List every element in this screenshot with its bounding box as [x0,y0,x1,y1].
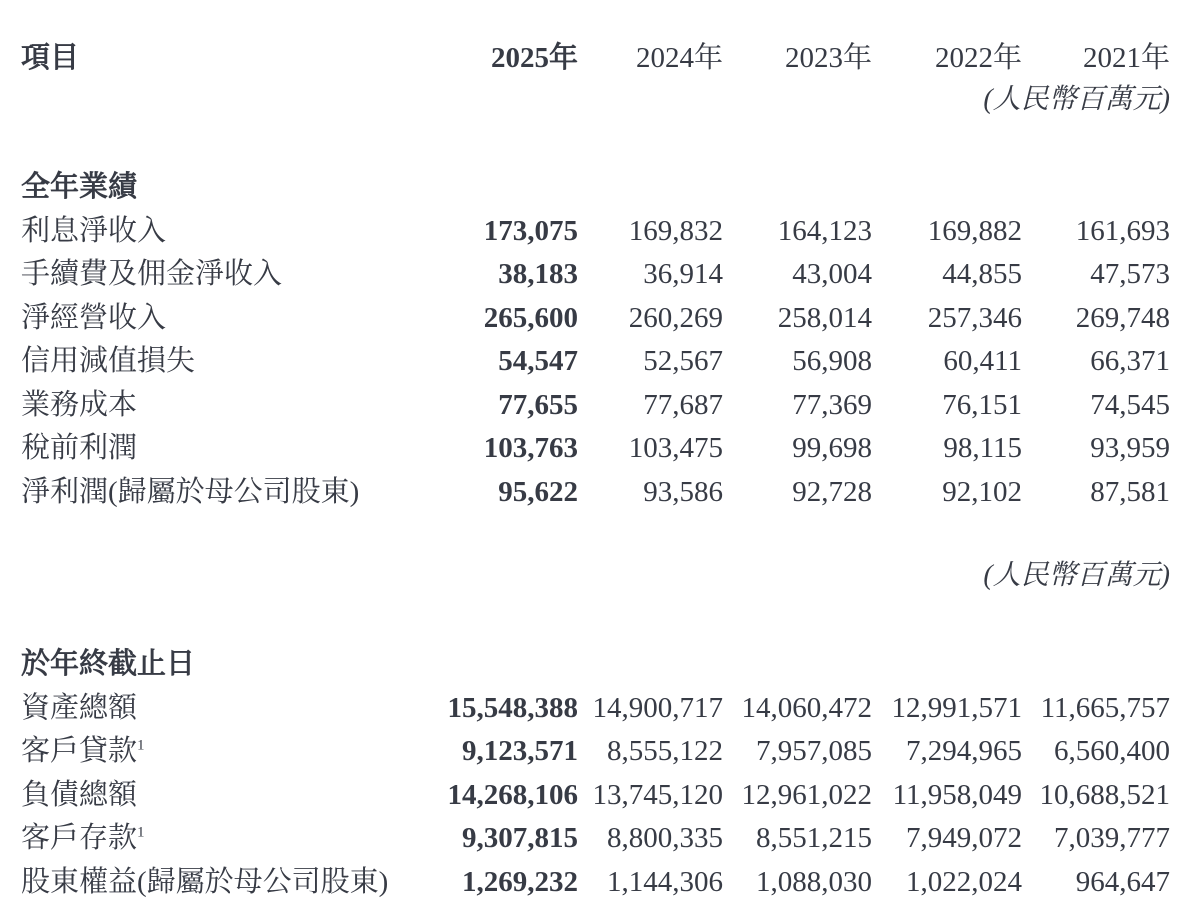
value-cell-year-2023: 14,060,472 [741,691,872,724]
value-cell-year-2022: 1,022,024 [906,865,1022,898]
value-cell-year-2025: 77,655 [498,388,578,421]
column-header-year-2022: 2022年 [934,42,1022,74]
value-cell-year-2024: 36,914 [643,258,723,290]
value-cell-year-2025: 38,183 [498,258,578,290]
table-row [21,297,1170,341]
table-header-row [21,36,1170,80]
value-cell-year-2025: 265,600 [483,301,578,334]
section-year-end [21,643,1170,904]
value-cell-year-2022: 92,102 [942,475,1022,508]
value-cell-year-2023: 7,957,085 [756,735,872,767]
table-row [21,384,1170,428]
row-label: 資產總額 [21,691,138,724]
value-cell-year-2024: 1,144,306 [607,865,723,898]
value-cell-year-2022: 7,294,965 [906,735,1022,767]
table-row [21,817,1170,861]
value-cell-year-2021: 87,581 [1090,475,1170,508]
value-cell-year-2022: 7,949,072 [906,822,1022,854]
row-label: 淨經營收入 [21,301,167,334]
value-cell-year-2022: 98,115 [943,432,1022,464]
row-label: 淨利潤(歸屬於母公司股東) [21,475,360,508]
value-cell-year-2023: 8,551,215 [756,822,872,854]
value-cell-year-2021: 66,371 [1090,345,1170,377]
column-header-year-2023: 2023年 [784,42,872,74]
value-cell-year-2021: 269,748 [1075,301,1170,334]
value-cell-year-2024: 169,832 [628,214,723,247]
row-label: 客戶存款$^1$ [21,822,145,854]
row-label: 信用減值損失 [21,345,196,377]
value-cell-year-2023: 77,369 [792,388,872,421]
value-cell-year-2021: 47,573 [1090,258,1170,290]
row-label: 手續費及佣金淨收入 [21,258,283,290]
value-cell-year-2021: 11,665,757 [1040,691,1170,724]
value-cell-year-2021: 93,959 [1090,432,1170,464]
section-title-annual-results: 全年業績 [21,171,138,203]
value-cell-year-2024: 14,900,717 [592,691,723,724]
table-row [21,427,1170,471]
table-row [21,471,1170,515]
value-cell-year-2025: 54,547 [498,345,578,377]
value-cell-year-2025: 15,548,388 [447,691,578,724]
value-cell-year-2025: 14,268,106 [447,778,578,811]
row-label: 利息淨收入 [21,214,167,247]
value-cell-year-2025: 95,622 [498,475,578,508]
column-header-year-2024: 2024年 [635,42,723,74]
value-cell-year-2024: 52,567 [643,345,723,377]
row-label: 客戶貸款$^1$ [21,735,145,767]
value-cell-year-2024: 77,687 [643,388,723,421]
value-cell-year-2023: 92,728 [792,475,872,508]
value-cell-year-2022: 12,991,571 [891,691,1022,724]
table-row [21,861,1170,905]
table-row [21,687,1170,731]
value-cell-year-2024: 260,269 [628,301,723,334]
value-cell-year-2023: 164,123 [777,214,872,247]
value-cell-year-2021: 6,560,400 [1054,735,1170,767]
currency-unit-note-top: (人民幣百萬元) [983,84,1170,115]
value-cell-year-2022: 11,958,049 [892,778,1022,811]
row-label: 稅前利潤 [21,432,138,464]
value-cell-year-2021: 964,647 [1075,865,1170,898]
value-cell-year-2024: 13,745,120 [592,778,723,811]
section-title-year-end: 於年終截止日 [21,648,196,680]
value-cell-year-2021: 161,693 [1075,214,1170,247]
value-cell-year-2024: 8,555,122 [607,735,723,767]
value-cell-year-2023: 1,088,030 [756,865,872,898]
value-cell-year-2025: 103,763 [483,432,578,464]
table-row [21,340,1170,384]
value-cell-year-2021: 7,039,777 [1054,822,1170,854]
table-row [21,774,1170,818]
row-label: 負債總額 [21,778,138,811]
footnote-marker: 1 [137,737,145,754]
value-cell-year-2023: 99,698 [792,432,872,464]
section-annual-results-rows [21,210,1170,515]
value-cell-year-2021: 74,545 [1090,388,1170,421]
value-cell-year-2022: 257,346 [927,301,1022,334]
value-cell-year-2022: 76,151 [942,388,1022,421]
table-row [21,210,1170,254]
value-cell-year-2024: 93,586 [643,475,723,508]
table [21,36,1170,904]
row-label: 股東權益(歸屬於母公司股東) [21,865,389,898]
value-cell-year-2024: 103,475 [628,432,723,464]
value-cell-year-2023: 12,961,022 [741,778,872,811]
value-cell-year-2025: 1,269,232 [462,865,578,898]
column-header-item: 項目 [21,42,80,74]
section-year-end-rows [21,687,1170,905]
value-cell-year-2025: 9,307,815 [462,822,578,854]
table-row [21,730,1170,774]
value-cell-year-2025: 173,075 [483,214,578,247]
value-cell-year-2022: 44,855 [942,258,1022,290]
value-cell-year-2021: 10,688,521 [1039,778,1170,811]
value-cell-year-2023: 56,908 [792,345,872,377]
column-header-year-2021: 2021年 [1082,42,1170,74]
value-cell-year-2023: 43,004 [792,258,872,290]
row-label: 業務成本 [21,388,138,421]
section-annual-results [21,166,1170,514]
value-cell-year-2022: 60,411 [943,345,1022,377]
table-row [21,253,1170,297]
column-header-year-2025: 2025年 [490,42,578,74]
value-cell-year-2023: 258,014 [777,301,872,334]
footnote-marker: 1 [137,824,145,841]
value-cell-year-2022: 169,882 [927,214,1022,247]
value-cell-year-2025: 9,123,571 [462,735,578,767]
currency-unit-note-middle: (人民幣百萬元) [983,560,1170,591]
value-cell-year-2024: 8,800,335 [607,822,723,854]
